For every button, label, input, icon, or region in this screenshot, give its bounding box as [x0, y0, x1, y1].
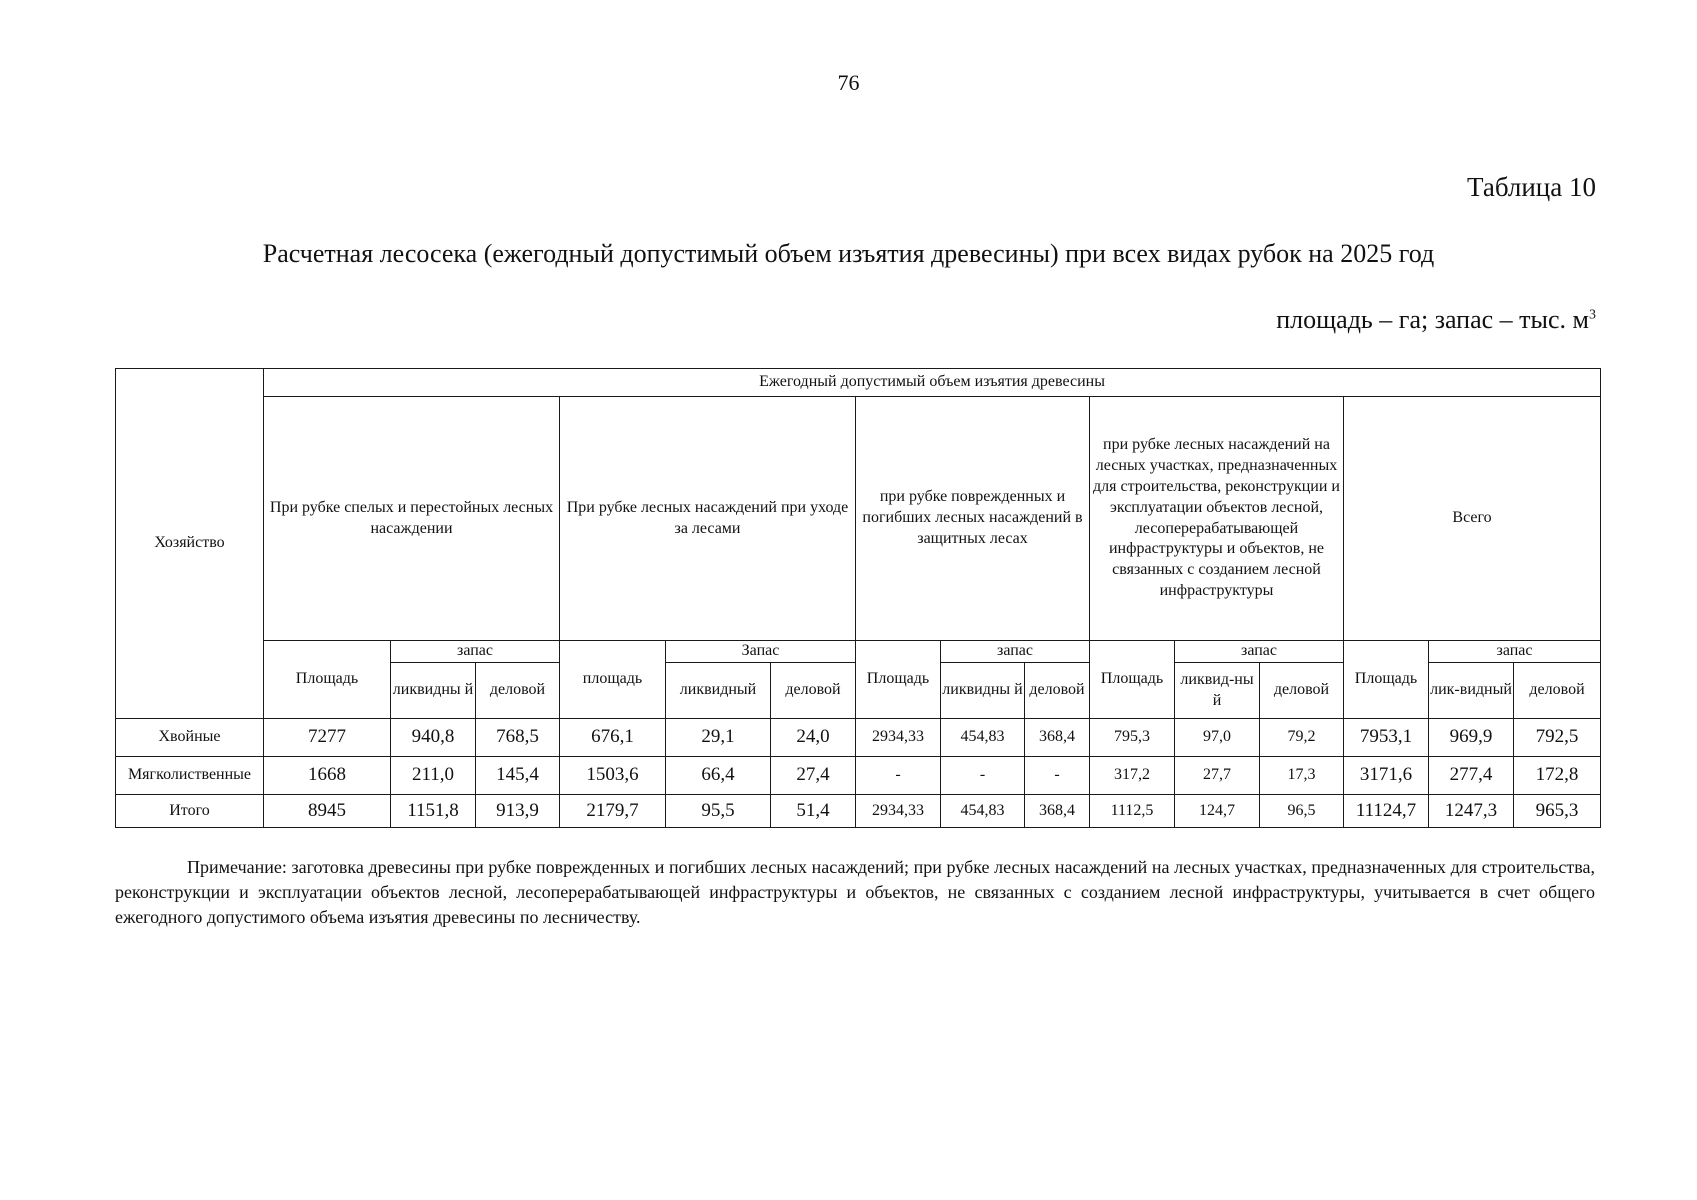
table-cell: 368,4 [1025, 795, 1090, 828]
row-label: Хвойные [116, 719, 264, 757]
table-cell: 1668 [264, 757, 391, 795]
table-cell: 1247,3 [1429, 795, 1514, 828]
table-cell: 795,3 [1090, 719, 1175, 757]
table-cell: 792,5 [1514, 719, 1601, 757]
units-text: площадь – га; запас – тыс. м [1276, 305, 1589, 334]
table-cell: 454,83 [941, 719, 1025, 757]
header-liquid: ликвид-ны й [1175, 663, 1260, 719]
header-liquid: ликвидный [666, 663, 771, 719]
row-label: Мягколиственные [116, 757, 264, 795]
units-superscript: 3 [1589, 307, 1596, 323]
table-cell: 27,7 [1175, 757, 1260, 795]
header-liquid: лик-видный [1429, 663, 1514, 719]
header-group: Ежегодный допустимый объем изъятия древесины [264, 369, 1601, 397]
header-liquid: ликвидны й [941, 663, 1025, 719]
header-section-mature: При рубке спелых и перестойных лесных насаждении [264, 397, 560, 641]
table-cell: 27,4 [771, 757, 856, 795]
table-cell: - [1025, 757, 1090, 795]
table-cell: 317,2 [1090, 757, 1175, 795]
header-stock: запас [941, 641, 1090, 663]
header-business: деловой [1514, 663, 1601, 719]
header-section-damaged: при рубке поврежденных и погибших лесных насаждений в защитных лесах [856, 397, 1090, 641]
table-cell: 95,5 [666, 795, 771, 828]
header-area: площадь [560, 641, 666, 719]
header-section-care: При рубке лесных насаждений при уходе за лесами [560, 397, 856, 641]
header-area: Площадь [1344, 641, 1429, 719]
header-area: Площадь [264, 641, 391, 719]
table-cell: 2934,33 [856, 795, 941, 828]
units-line [1276, 305, 1596, 335]
table-cell: 124,7 [1175, 795, 1260, 828]
page-number: 76 [837, 70, 860, 95]
table-cell: 913,9 [476, 795, 560, 828]
row-label: Итого [116, 795, 264, 828]
table-cell: 11124,7 [1344, 795, 1429, 828]
table-cell: 277,4 [1429, 757, 1514, 795]
table-cell: 940,8 [391, 719, 476, 757]
table-row [116, 757, 1601, 795]
table-cell: 965,3 [1514, 795, 1601, 828]
table-cell: 2179,7 [560, 795, 666, 828]
header-section-total: Всего [1344, 397, 1601, 641]
document-title: Расчетная лесосека (ежегодный допустимый объем изъятия древесины) при всех видах рубок на 2025 год [262, 239, 1435, 268]
table-cell: 676,1 [560, 719, 666, 757]
header-section-construction: при рубке лесных насаждений на лесных участках, предназначенных для строительства, реконструкции и эксплуатации объектов лесной, лесоперерабатывающей инфраструктуры и объектов, не связанных с созданием лесной инфраструктуры [1090, 397, 1344, 641]
table-cell: 1112,5 [1090, 795, 1175, 828]
table-cell: 2934,33 [856, 719, 941, 757]
table-cell: 51,4 [771, 795, 856, 828]
table-cell: 368,4 [1025, 719, 1090, 757]
header-area: Площадь [856, 641, 941, 719]
table-cell: 7277 [264, 719, 391, 757]
table-cell: 1151,8 [391, 795, 476, 828]
table-cell: 454,83 [941, 795, 1025, 828]
header-stock: запас [391, 641, 560, 663]
header-stock: запас [1175, 641, 1344, 663]
table-row [116, 719, 1601, 757]
table-row [116, 795, 1601, 828]
table-cell: 97,0 [1175, 719, 1260, 757]
header-stock: запас [1429, 641, 1601, 663]
table-cell: 24,0 [771, 719, 856, 757]
header-business: деловой [1260, 663, 1344, 719]
table-cell: - [941, 757, 1025, 795]
table-cell: 1503,6 [560, 757, 666, 795]
table-cell: 145,4 [476, 757, 560, 795]
header-stock: Запас [666, 641, 856, 663]
table-cell: 8945 [264, 795, 391, 828]
table-cell: 29,1 [666, 719, 771, 757]
header-business: деловой [771, 663, 856, 719]
table-cell: 172,8 [1514, 757, 1601, 795]
table-cell: 768,5 [476, 719, 560, 757]
header-area: Площадь [1090, 641, 1175, 719]
header-business: деловой [476, 663, 560, 719]
header-liquid: ликвидны й [391, 663, 476, 719]
table-cell: 79,2 [1260, 719, 1344, 757]
header-farm: Хозяйство [116, 369, 264, 719]
table-cell: 17,3 [1260, 757, 1344, 795]
table-cell: 66,4 [666, 757, 771, 795]
table-cell: - [856, 757, 941, 795]
table-cell: 3171,6 [1344, 757, 1429, 795]
table-note: Примечание: заготовка древесины при рубке поврежденных и погибших лесных насаждений; при рубке лесных насаждений на лесных участках, предназначенных для строительства, реконструкции и эксплуатации объектов лесной, лесоперерабатывающей инфраструктуры и объектов, не связанных с созданием лесной инфраструктуры, учитывается в счет общего ежегодного допустимого объема изъятия древесины по лесничеству. [115, 857, 1595, 928]
table-cell: 969,9 [1429, 719, 1514, 757]
table-cell: 211,0 [391, 757, 476, 795]
header-business: деловой [1025, 663, 1090, 719]
table-cell: 7953,1 [1344, 719, 1429, 757]
allowable-cut-table [115, 368, 1601, 828]
table-cell: 96,5 [1260, 795, 1344, 828]
table-label: Таблица 10 [1467, 172, 1596, 202]
